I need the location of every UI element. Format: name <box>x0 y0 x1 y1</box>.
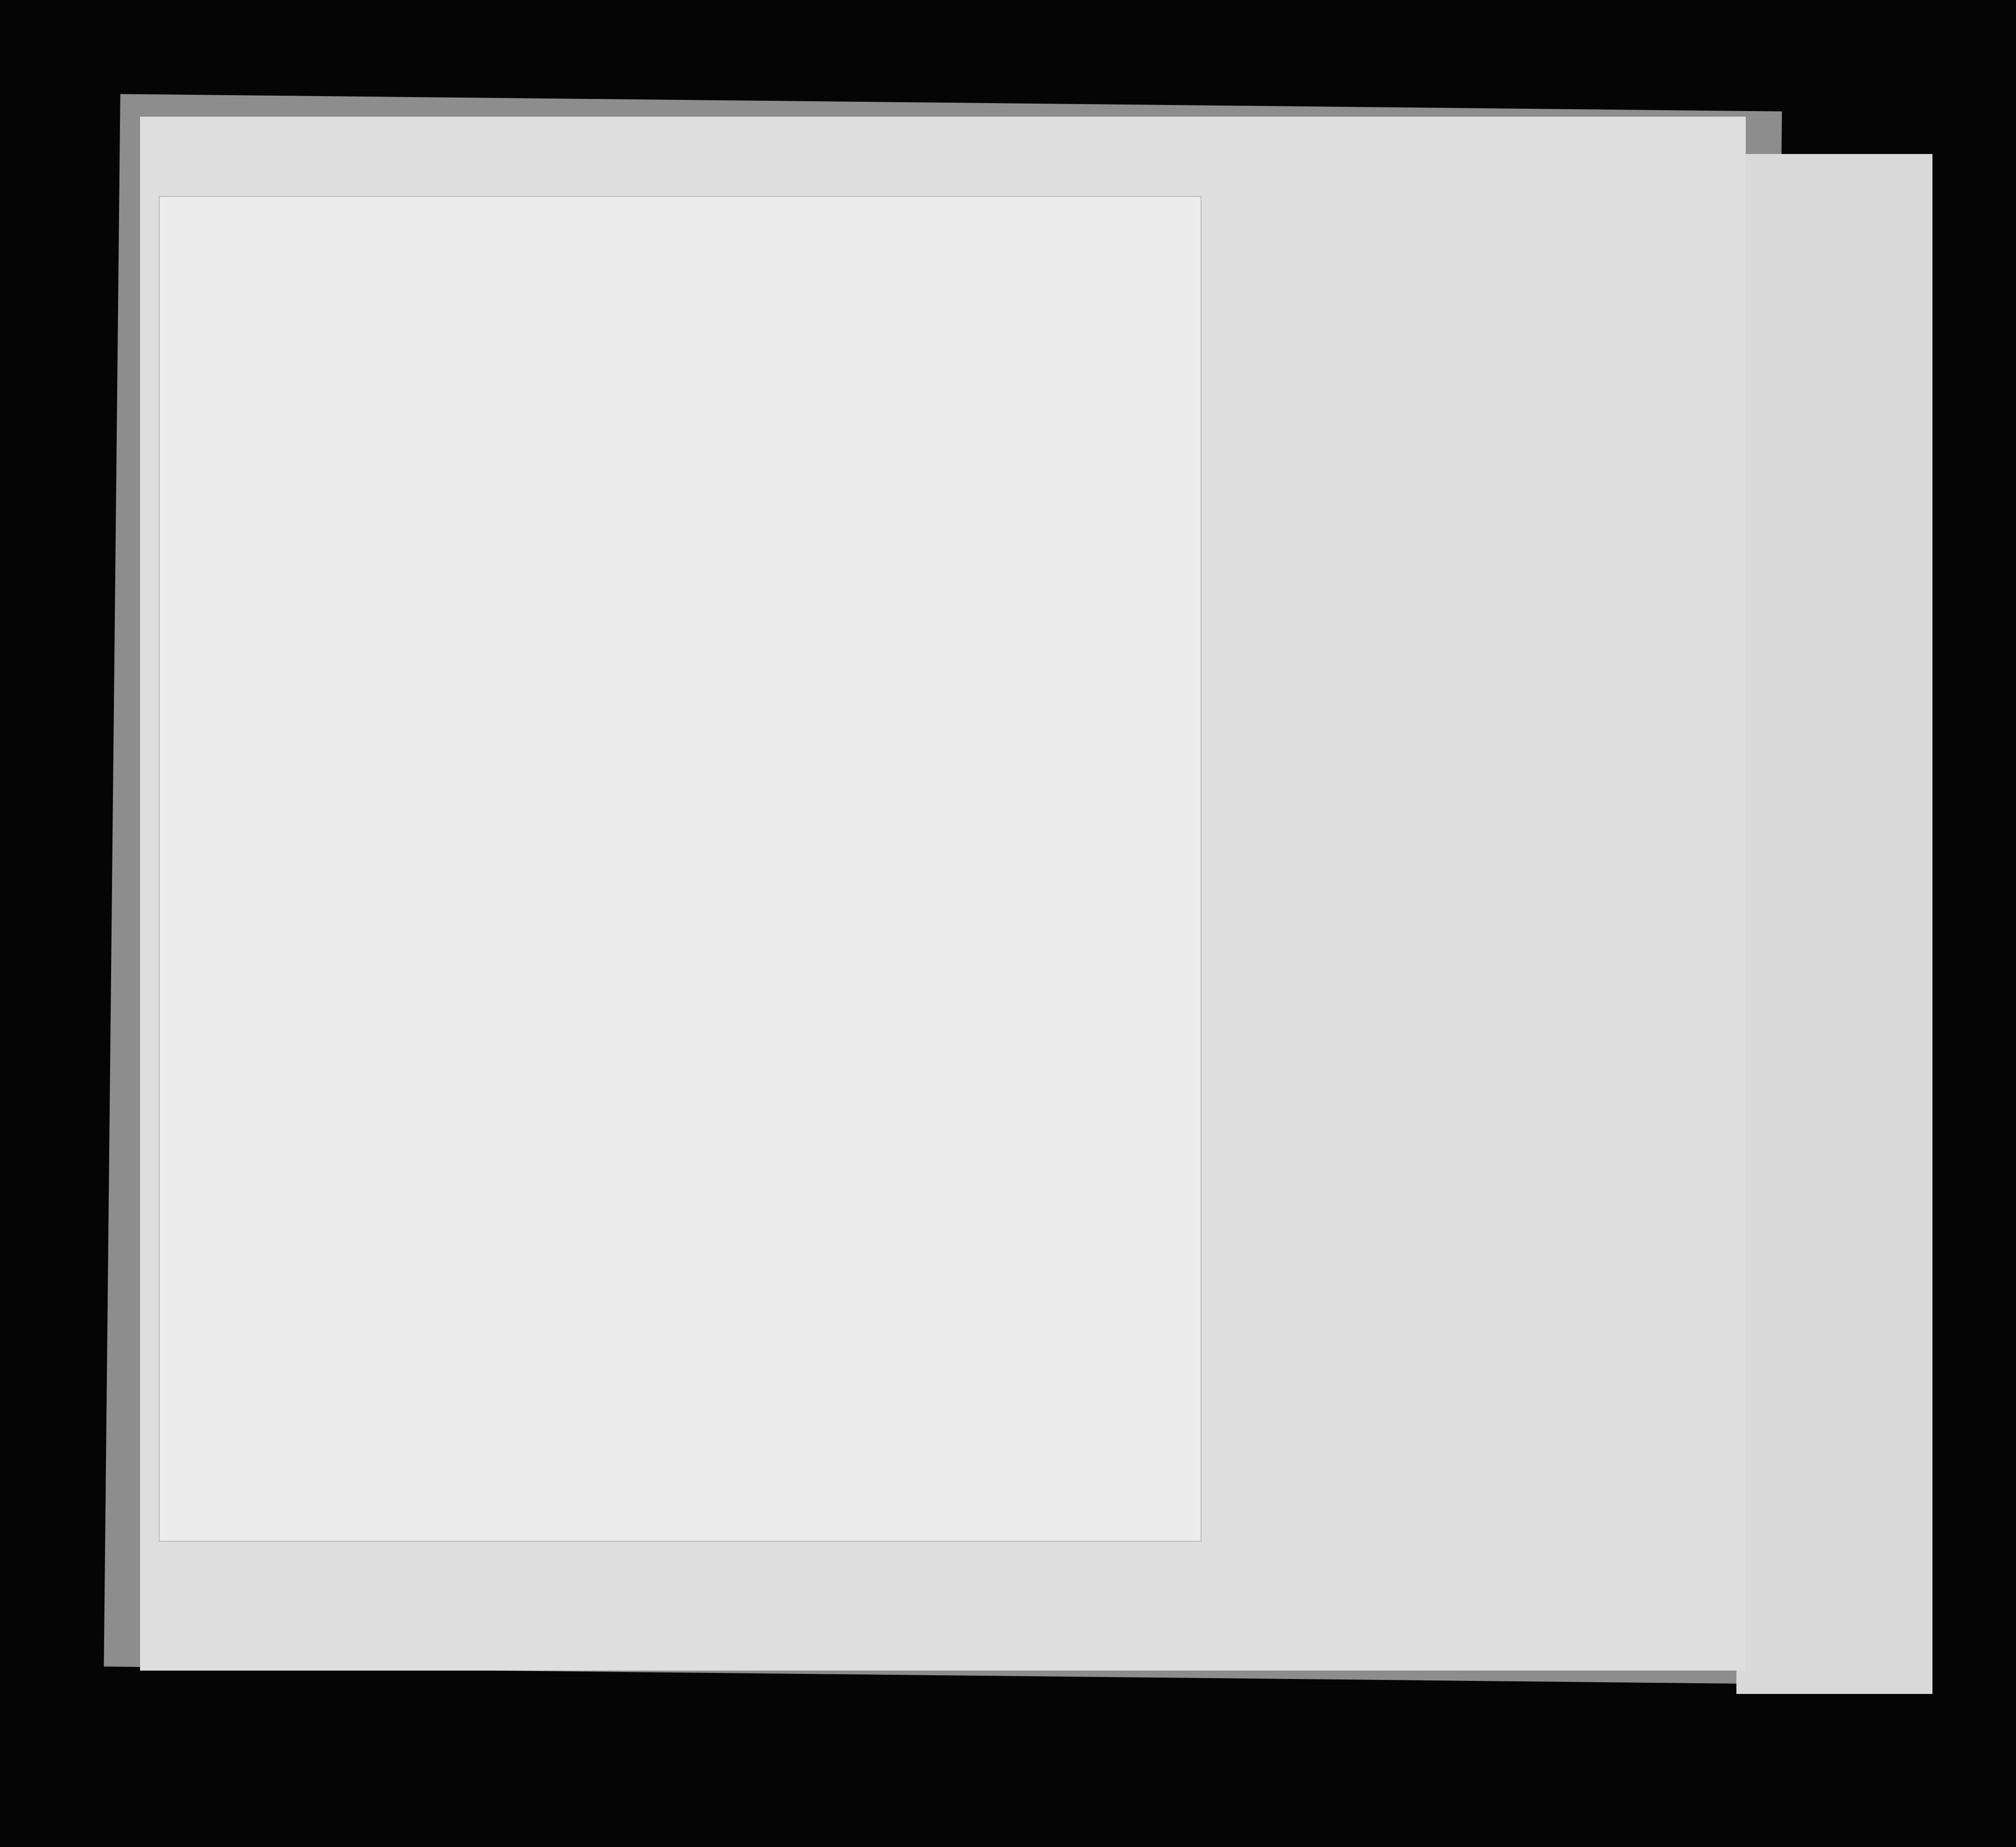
right-edge-sheet <box>1736 154 1932 1694</box>
crew-list-sheet <box>159 196 1201 1542</box>
